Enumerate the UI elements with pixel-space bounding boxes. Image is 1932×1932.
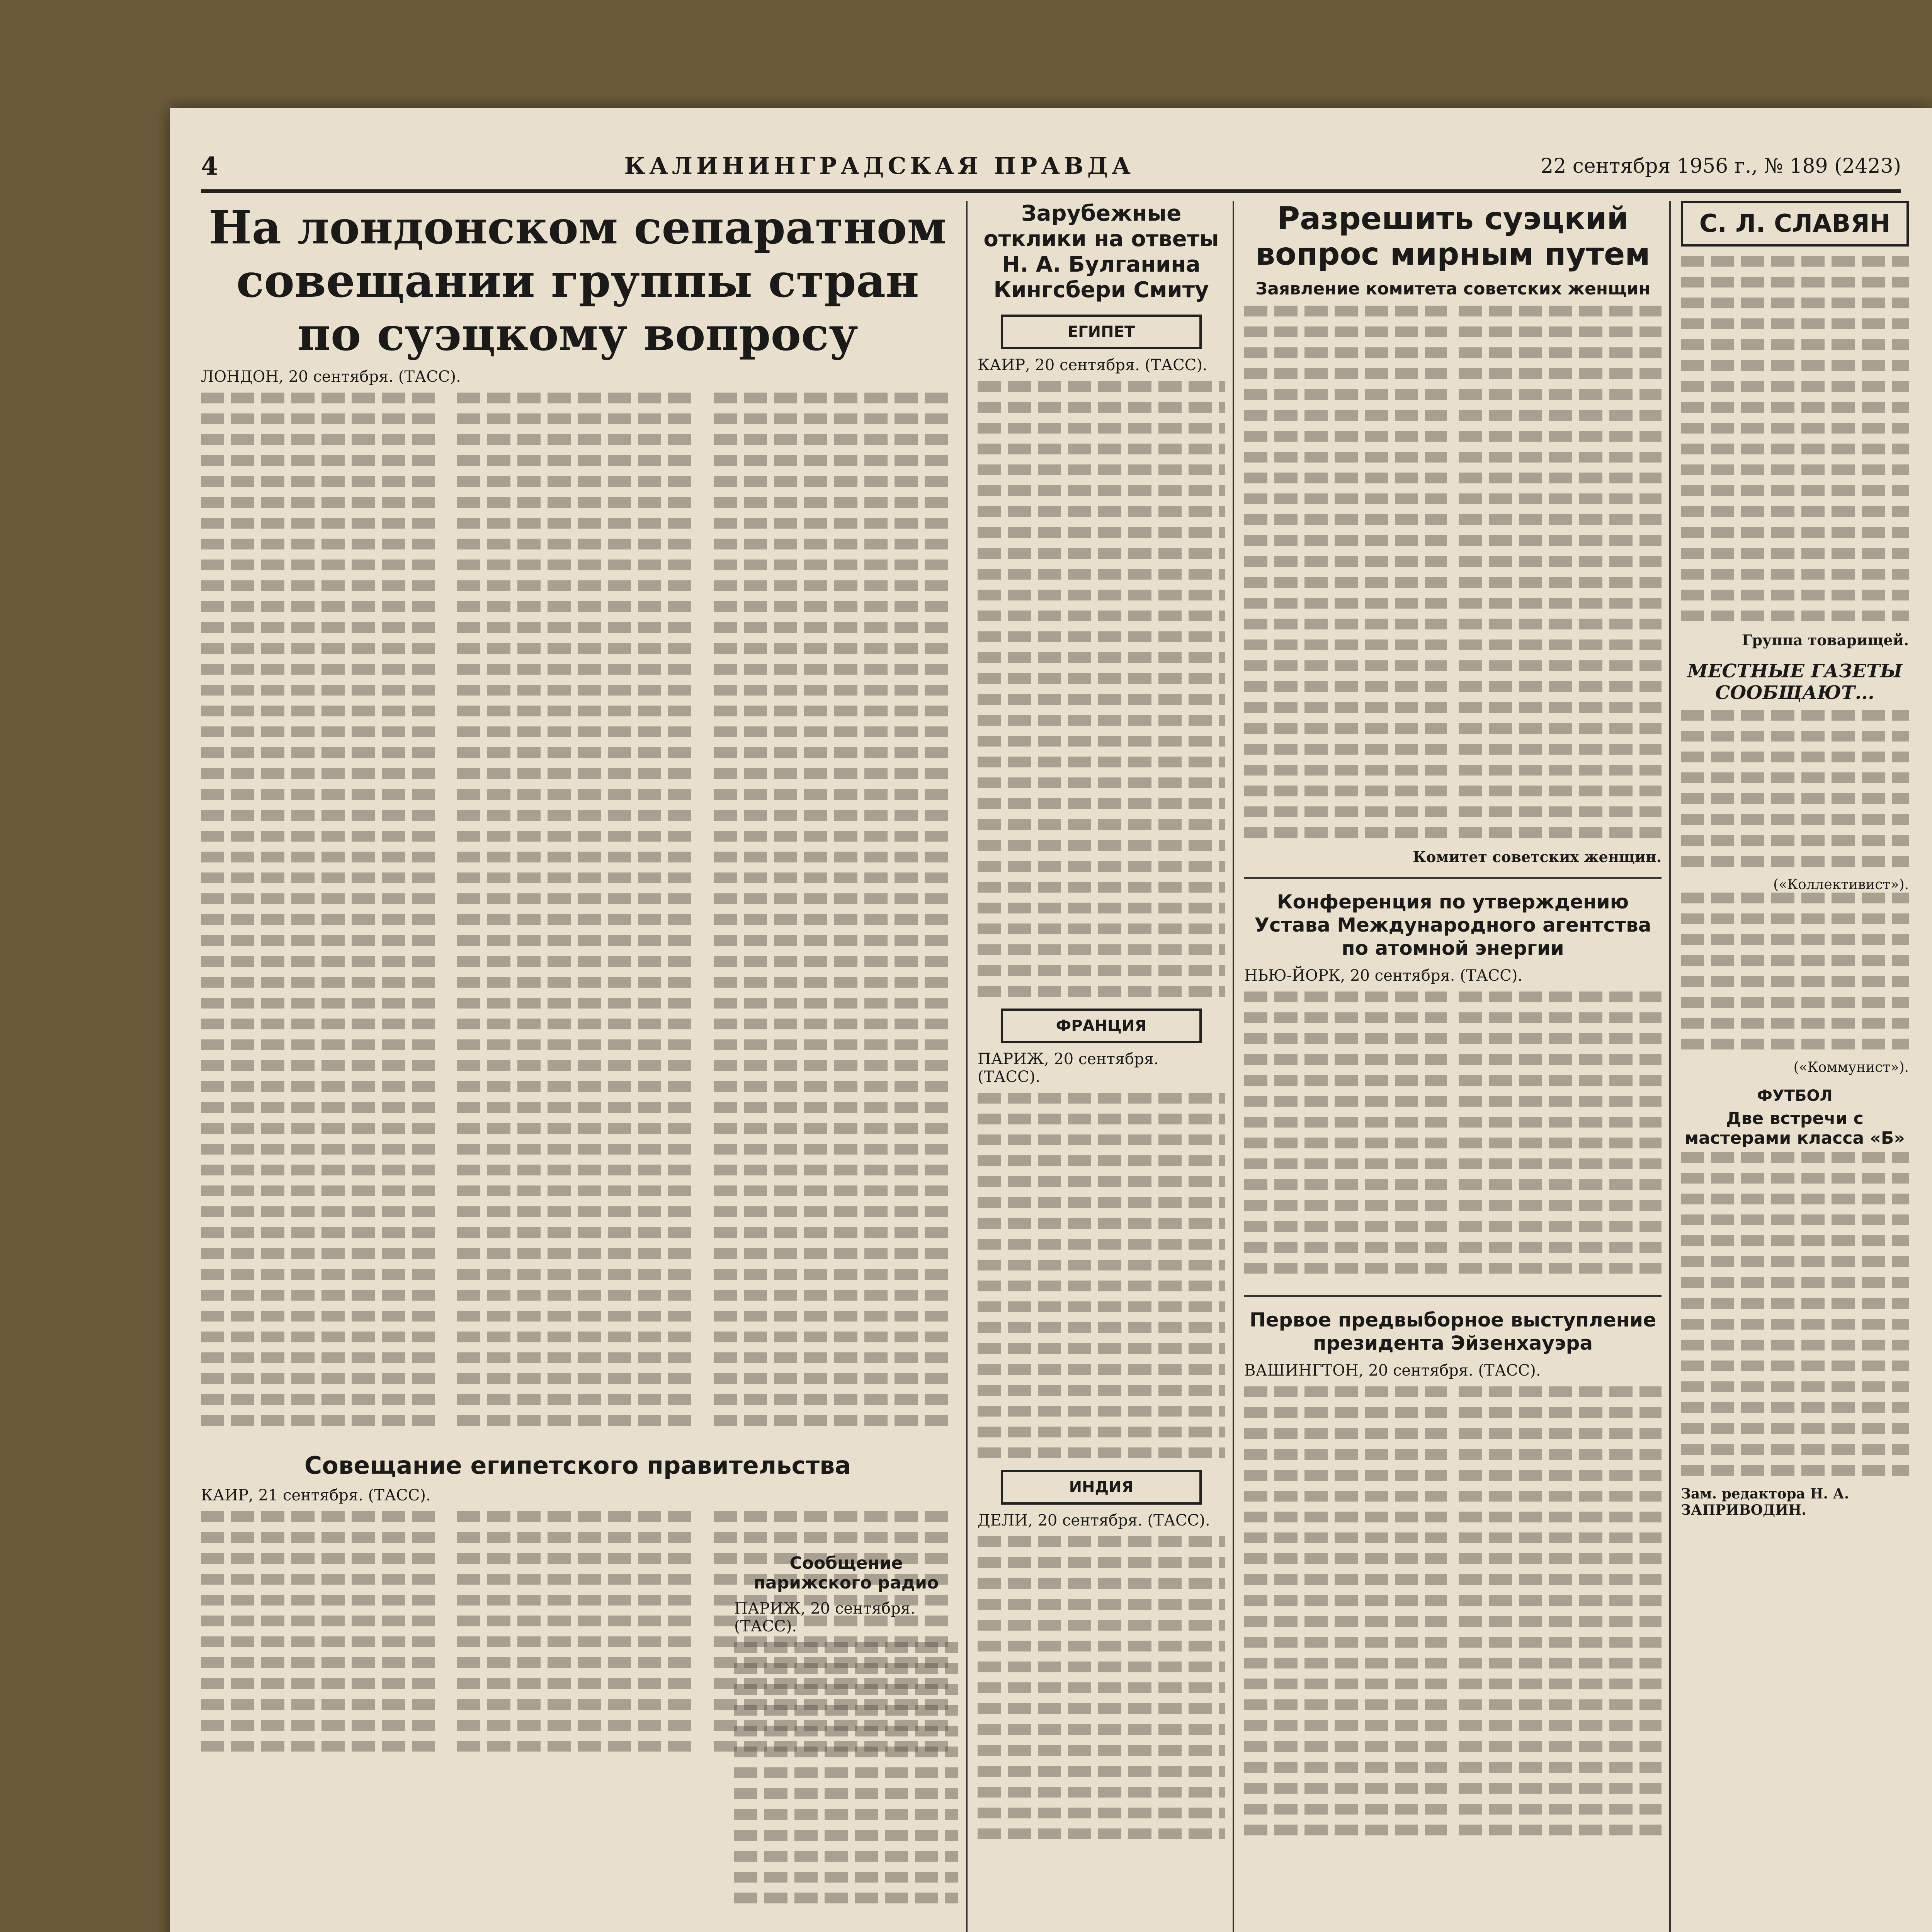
lead-headline: На лондонском сепаратном совещании группы стран по суэцкому вопросу [209,201,947,361]
column-rule [1233,201,1234,1932]
govt-subhead: Совещание египетского правительства [304,1451,851,1480]
right-column [1681,201,1909,1518]
section-egypt: ЕГИПЕТ [1001,315,1202,349]
france-text [978,1093,1225,1458]
govt-text-2 [457,1511,698,1762]
paris-radio [734,1553,958,1913]
newspaper-page [170,108,1932,1932]
lead-text-col-1 [201,393,442,1436]
page-number: 4 [201,151,218,181]
column-rule [1669,201,1671,1932]
masthead [201,143,1901,193]
delhi-dateline: ДЕЛИ, 20 сентября. (ТАСС). [978,1512,1210,1529]
lead-dateline: ЛОНДОН, 20 сентября. (ТАСС). [201,368,461,386]
suez-text-1 [1244,306,1447,848]
eisenhower-dateline: ВАШИНГТОН, 20 сентября. (ТАСС). [1244,1362,1541,1379]
section-india: ИНДИЯ [1001,1470,1202,1505]
govt-text-1 [201,1511,442,1762]
eisenhower-headline: Первое предвыборное выступление президента Эйзенхауэра [1249,1309,1656,1354]
lead-text-col-2 [457,393,698,1436]
issue-date: 22 сентября 1956 г., № 189 (2423) [1541,155,1901,178]
atomic-headline: Конференция по утверждению Устава Международного агентства по атомной энергии [1254,891,1651,959]
local-source-2: («Коммунист»). [1793,1060,1909,1075]
obituary-text [1681,256,1909,621]
eisenhower-text-1 [1244,1386,1447,1845]
atomic-text-2 [1459,992,1662,1284]
suez-subhead: Заявление комитета советских женщин [1255,279,1651,299]
lead-text-col-3 [714,393,954,1436]
paris-radio-dateline: ПАРИЖ, 20 сентября. (ТАСС). [734,1600,915,1635]
suez-headline: Разрешить суэцкий вопрос мирным путем [1255,201,1650,272]
suez-signature: Комитет советских женщин. [1413,848,1662,866]
section-france: ФРАНЦИЯ [1001,1009,1202,1043]
newspaper-title: КАЛИНИНГРАДСКАЯ ПРАВДА [624,153,1135,180]
column-rule [966,201,968,1932]
suez-text-2 [1459,306,1662,848]
local-news-headline: МЕСТНЫЕ ГАЗЕТЫ СООБЩАЮТ... [1687,660,1903,704]
egypt-text [978,381,1225,997]
india-text [978,1536,1225,1839]
obituary-name: С. Л. СЛАВЯН [1681,201,1909,247]
cairo-dateline: КАИР, 20 сентября. (ТАСС). [978,356,1208,374]
sport-headline: Две встречи с мастерами класса «Б» [1685,1109,1905,1148]
govt-dateline: КАИР, 21 сентября. (ТАСС). [201,1486,431,1504]
editor-credit: Зам. редактора Н. А. ЗАПРИВОДИН. [1681,1486,1849,1518]
local-source-1: («Коллективист»). [1773,877,1909,893]
atomic-dateline: НЬЮ-ЙОРК, 20 сентября. (ТАСС). [1244,967,1523,985]
suez-statement [1244,201,1662,1845]
sport-label: ФУТБОЛ [1757,1087,1833,1105]
paris-radio-head: Сообщение парижского радио [753,1553,939,1593]
obituary-signature: Группа товарищей. [1742,631,1909,649]
local-text-2 [1681,893,1909,1049]
foreign-responses [978,201,1225,1849]
atomic-text-1 [1244,992,1447,1284]
foreign-headline: Зарубежные отклики на ответы Н. А. Булганина Кингсбери Смиту [983,201,1219,303]
paris-radio-text [734,1642,958,1903]
eisenhower-text-2 [1459,1386,1662,1845]
local-text-1 [1681,710,1909,867]
sport-text [1681,1152,1909,1476]
paris-dateline: ПАРИЖ, 20 сентября. (ТАСС). [978,1050,1159,1086]
lead-article [201,201,954,1762]
